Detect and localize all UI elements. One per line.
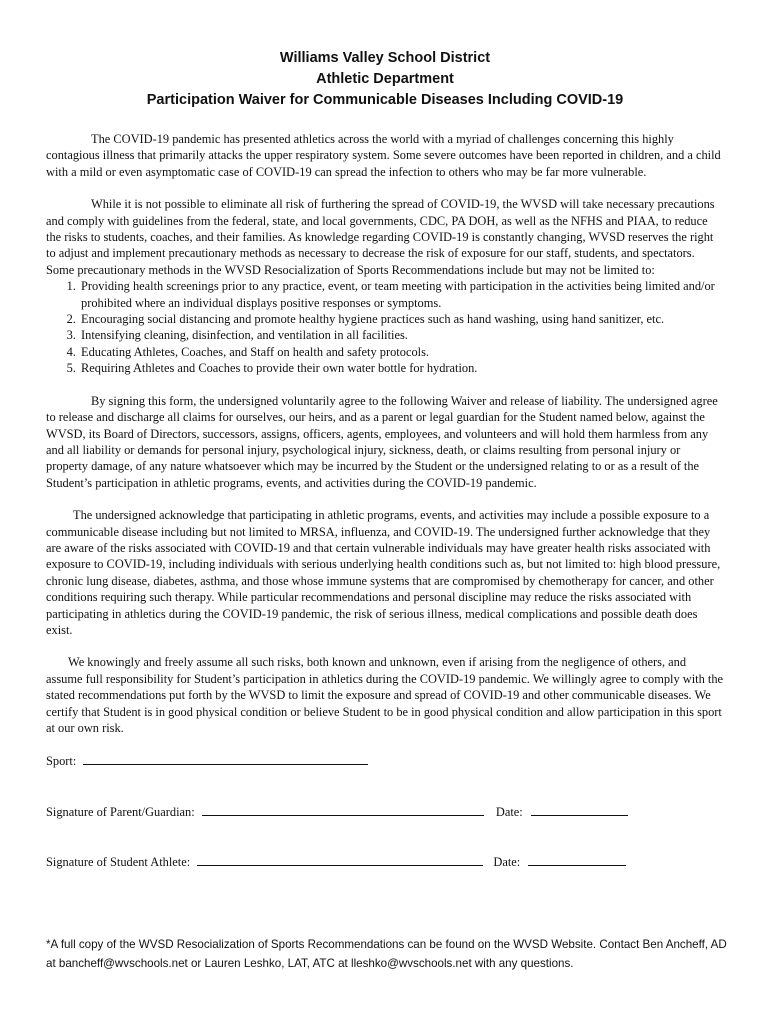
parent-date-line[interactable]: [531, 803, 628, 816]
student-date-line[interactable]: [528, 853, 626, 866]
student-date-label: Date:: [493, 855, 521, 870]
student-signature-label: Signature of Student Athlete:: [46, 855, 191, 870]
document-header: [0, 48, 770, 111]
acknowledgement-paragraph: The undersigned acknowledge that participating in athletic programs, events, and activities may include a possible exposure to a communicable disease including but not limited to MRSA, influenza, and COVID-19. The undersigned further acknowledge that they are aware of the risks associated with COVID-19 and that certain vulnerable individuals may have greater health risks associated with exposure to COVID-19, including individuals with serious underlying health conditions such as, but not limited to: high blood pressure, chronic lung disease, diabetes, asthma, and those whose immune systems that are compromised by chemotherapy for cancer, and other conditions requiring such therapy. While particular recommendations and personal discipline may reduce the risks associated with participating in athletics during the COVID-19 pandemic, the risk of serious illness, medical complications and possible death does exist.: [46, 508, 721, 637]
release-paragraph: By signing this form, the undersigned voluntarily agree to the following Waiver and release of liability. The undersigned agree to release and discharge all claims for ourselves, our heirs, and as a parent or legal guardian for the Student named below, against the WVSD, its Board of Directors, successors, assigns, officers, agents, employees, and volunteers and will hold them harmless from any and all liability or demands for personal injury, psychological injury, sickness, death, or claims resulting from personal injury or property damage, of any nature whatsoever which may be incurred by the Student or the undersigned relating to or as a result of the Student’s participation in athletic programs, events, and activities during the COVID-19 pandemic.: [46, 393, 718, 490]
waiver-body: [46, 131, 724, 871]
precautions-paragraph: While it is not possible to eliminate all risk of furthering the spread of COVID-19, the WVSD will take necessary precautions and comply with guidelines from the federal, state, and local governments, CDC, PA DOH, as well as the NFHS and PIAA, to reduce the risks to students, coaches, and their families. As knowledge regarding COVID-19 is constantly changing, WVSD reserves the right to adjust and implement precautionary methods as necessary to decrease the risk of exposure for our staff, students, and spectators. Some precautionary methods in the WVSD Resocialization of Sports Recommendations include but may not be limited to:: [46, 197, 715, 277]
student-signature-line[interactable]: [197, 853, 483, 866]
document-title: Participation Waiver for Communicable Diseases Including COVID-19: [146, 92, 624, 108]
sport-label: Sport:: [46, 754, 77, 769]
department-name: Athletic Department: [316, 71, 454, 87]
list-item: 1. Providing health screenings prior to any practice, event, or team meeting with participation in the activities being limited and/or prohibited where an individual displays positive responses or symptoms.: [79, 278, 724, 311]
list-item: 2. Encouraging social distancing and promote healthy hygiene practices such as hand washing, using hand sanitizer, etc.: [79, 311, 724, 327]
student-signature-row: [46, 853, 724, 870]
assumption-paragraph: We knowingly and freely assume all such risks, both known and unknown, even if arising from the negligence of others, and assume full responsibility for Student’s participation in athletics during the COVID-19 pandemic. We willingly agree to comply with the stated recommendations put forth by the WVSD to limit the exposure and spread of COVID-19 and other communicable diseases. We certify that Student is in good physical condition or believe Student to be in good physical condition and allow participation in this sport at our own risk.: [46, 655, 724, 735]
parent-signature-line[interactable]: [202, 803, 484, 816]
parent-date-label: Date:: [495, 804, 523, 819]
list-item: 5. Requiring Athletes and Coaches to provide their own water bottle for hydration.: [79, 360, 724, 376]
sport-field-row: [46, 752, 724, 769]
district-name: Williams Valley School District: [279, 50, 491, 66]
list-item: 4. Educating Athletes, Coaches, and Staff on health and safety protocols.: [79, 344, 724, 360]
intro-paragraph: The COVID-19 pandemic has presented athletics across the world with a myriad of challenges concerning this highly contagious illness that primarily attacks the upper respiratory system. Some severe outcomes have been reported in children, and a child with a mild or even asymptomatic case of COVID-19 can spread the infection to others who may be far more vulnerable.: [46, 132, 721, 179]
parent-signature-label: Signature of Parent/Guardian:: [46, 804, 195, 819]
parent-signature-row: [46, 803, 724, 820]
contact-footnote: *A full copy of the WVSD Resocialization of Sports Recommendations can be found on the WVSD Website. Contact Ben Ancheff, AD at bancheff@wvschools.net or Lauren Leshko, LAT, ATC at lleshko@wvschools.net with any questions.: [46, 938, 727, 970]
precautions-list: [46, 278, 724, 376]
list-item: 3. Intensifying cleaning, disinfection, and ventilation in all facilities.: [79, 327, 724, 343]
sport-input-line[interactable]: [83, 752, 368, 765]
